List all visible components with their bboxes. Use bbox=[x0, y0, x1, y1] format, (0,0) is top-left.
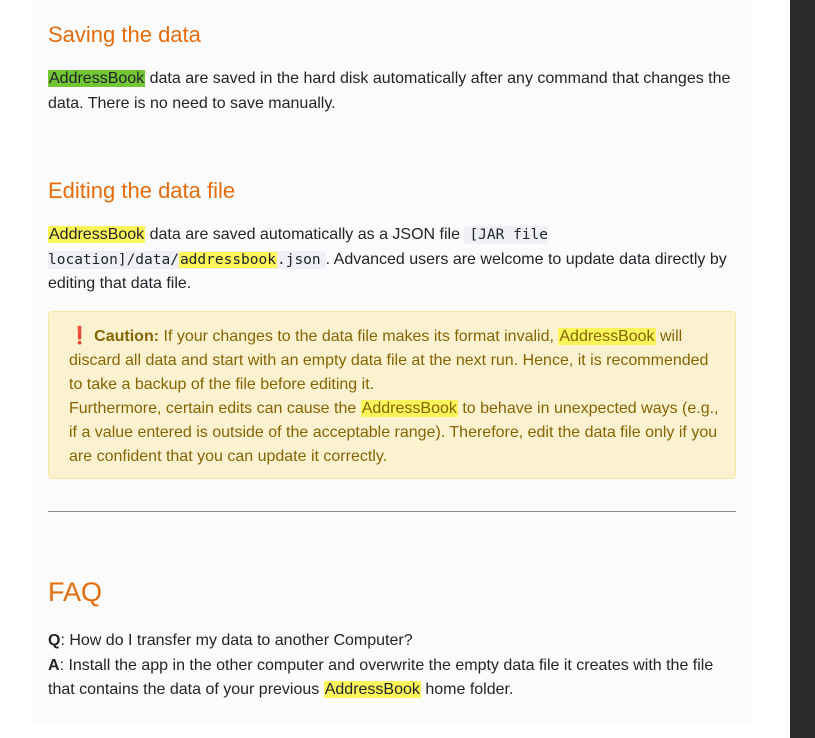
json-file-path: [JAR file location]/data/addressbook.json bbox=[48, 227, 549, 268]
search-match-active: AddressBook bbox=[49, 70, 145, 87]
caution-text: ❗ Caution: If your changes to the data file makes its format invalid, AddressBook will discard all data and start with an empty data file at the next run. Hence, it is recommended to take a backup of the file before editing it. Furthermore, certain edits can cause the AddressBook to behave in unexpected ways (e.g., if a value entered is outside of the acceptable range). Therefore, edit the data file only if you are confident that you can update it correctly. bbox=[69, 326, 719, 465]
faq-q-label: Q bbox=[48, 632, 61, 649]
faq-paragraph: Q: How do I transfer my data to another Computer? A: Install the app in the other computer and overwrite the empty data file it creates with the file that contains the data of your previous AddressBook home folder. bbox=[48, 632, 714, 698]
heading-faq: FAQ bbox=[48, 577, 103, 607]
editing-text-before-code: data are saved automatically as a JSON file bbox=[149, 226, 460, 243]
editing-text-after-code: . Advanced users are welcome to update data directly by editing that data file. bbox=[48, 250, 727, 292]
search-match: AddressBook bbox=[361, 400, 457, 417]
search-match: AddressBook bbox=[49, 226, 145, 243]
search-match: AddressBook bbox=[559, 328, 655, 345]
saving-paragraph bbox=[48, 67, 738, 116]
horizontal-divider bbox=[48, 511, 736, 512]
main-content bbox=[32, 0, 752, 722]
faq-question: : How do I transfer my data to another Computer? bbox=[60, 632, 413, 649]
heading-editing-the-data-file: Editing the data file bbox=[48, 178, 236, 203]
search-match: addressbook bbox=[179, 251, 276, 268]
scrollbar-gutter[interactable] bbox=[790, 0, 815, 738]
search-match: AddressBook bbox=[324, 681, 420, 698]
editing-paragraph bbox=[48, 223, 738, 297]
faq-a-label: A bbox=[48, 656, 60, 674]
faq-answer: : Install the app in the other computer and overwrite the empty data file it creates with the file that contains the data of your previous bbox=[48, 656, 714, 698]
caution-callout bbox=[48, 311, 736, 479]
caution-label: Caution: bbox=[94, 328, 160, 345]
heading-saving-the-data: Saving the data bbox=[48, 22, 201, 47]
saving-text: data are saved in the hard disk automatically after any command that changes the data. There is no need to save manually. bbox=[48, 70, 731, 112]
exclamation-icon: ❗ bbox=[69, 326, 91, 345]
